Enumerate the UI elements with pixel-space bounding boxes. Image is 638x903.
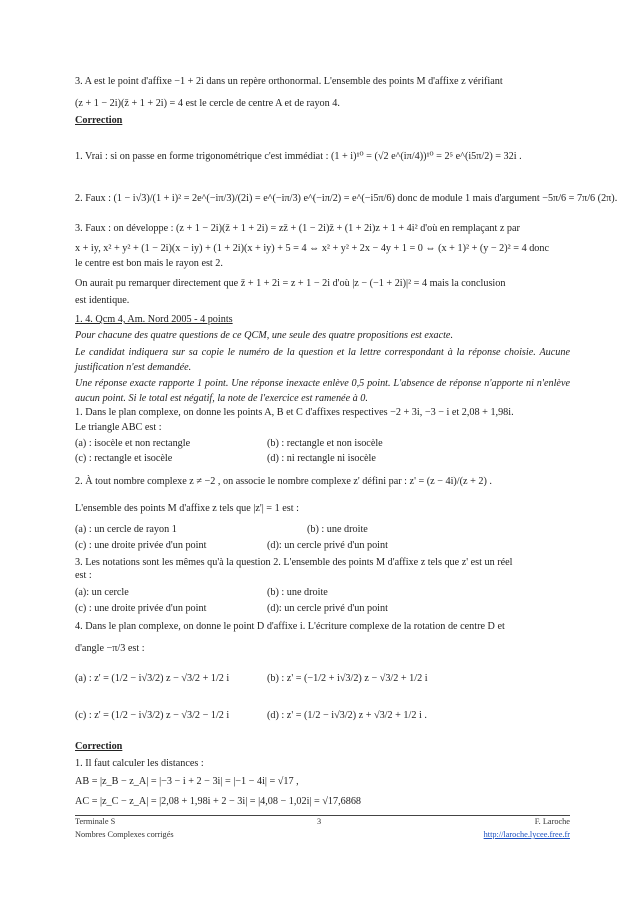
footer-website-link[interactable]: http://laroche.lycee.free.fr — [483, 830, 570, 839]
footer-divider — [75, 815, 570, 816]
section-intro-2: Le candidat indiquera sur sa copie le numéro de la question et la lettre correspondant à la réponse choisie. Aucune justification n'est demandée. — [75, 347, 570, 373]
question-1-stem-1: 1. Dans le plan complexe, on donne les points A, B et C d'affixes respectives −2 + 3i, −3 − i et 2,08 + 1,98i. — [75, 407, 514, 418]
question-4-option-b: (b) : z' = (−1/2 + i√3/2) z − √3/2 + 1/2 i — [267, 673, 428, 684]
correction-answer-3-line-3: le centre est bon mais le rayon est 2. — [75, 258, 223, 269]
correction-2-line-2: AB = |z_B − z_A| = |−3 − i + 2 − 3i| = |−1 − 4i| = √17 , — [75, 776, 299, 787]
footer-author: F. Laroche — [534, 817, 570, 826]
question-2-stem-2: L'ensemble des points M d'affixe z tels que |z'| = 1 est : — [75, 503, 299, 514]
question-3-option-d: (d): un cercle privé d'un point — [267, 603, 388, 614]
question-4-option-c: (c) : z' = (1/2 − i√3/2) z − √3/2 − 1/2 i — [75, 710, 230, 721]
question-1-option-c: (c) : rectangle et isocèle — [75, 453, 173, 464]
footer-chapter-label: Nombres Complexes corrigés — [75, 830, 174, 839]
question-3-stem-2: est : — [75, 570, 92, 581]
question-1-option-a: (a) : isocèle et non rectangle — [75, 438, 191, 449]
exercise-3-line-1: 3. A est le point d'affixe −1 + 2i dans un repère orthonormal. L'ensemble des points M d'affixe z vérifiant — [75, 76, 503, 87]
question-4-stem-2: d'angle −π/3 est : — [75, 643, 145, 654]
correction-2-line-3: AC = |z_C − z_A| = |2,08 + 1,98i + 2 − 3i| = |4,08 − 1,02i| = √17,6868 — [75, 796, 362, 807]
question-3-option-a: (a): un cercle — [75, 587, 129, 598]
section-heading: 1. 4. Qcm 4, Am. Nord 2005 - 4 points — [75, 314, 233, 325]
correction-2-heading: Correction — [75, 741, 123, 752]
section-intro-1: Pour chacune des quatre questions de ce QCM, une seule des quatre propositions est exacte. — [75, 330, 453, 341]
question-1-option-b: (b) : rectangle et non isocèle — [267, 438, 383, 449]
correction-2-line-1: 1. Il faut calculer les distances : — [75, 758, 204, 769]
question-4-stem-1: 4. Dans le plan complexe, on donne le point D d'affixe i. L'écriture complexe de la rotation de centre D et — [75, 621, 505, 632]
correction-answer-3-line-5: est identique. — [75, 295, 130, 306]
question-2-option-a: (a) : un cercle de rayon 1 — [75, 524, 177, 535]
correction-answer-1: 1. Vrai : si on passe en forme trigonométrique c'est immédiat : (1 + i)¹⁰ = (√2 e^(iπ/4))¹⁰ = 2⁵ e^(i5π/2) = 32i . — [75, 151, 522, 162]
question-1-stem-2: Le triangle ABC est : — [75, 422, 162, 433]
question-3-option-c: (c) : une droite privée d'un point — [75, 603, 207, 614]
page-number: 3 — [317, 817, 322, 826]
question-3-option-b: (b) : une droite — [267, 587, 328, 598]
correction-answer-3-line-4: On aurait pu remarquer directement que z̄ + 1 + 2i = z + 1 − 2i d'où |z − (−1 + 2i)|² = 4 mais la conclusion — [75, 278, 506, 289]
correction-answer-3-line-1: 3. Faux : on développe : (z + 1 − 2i)(z̄ + 1 + 2i) = zz̄ + (1 − 2i)z̄ + (1 + 2i)z + 1 + 4i² d'où en remplaçant z par — [75, 223, 520, 234]
question-3-stem-1: 3. Les notations sont les mêmes qu'à la question 2. L'ensemble des points M d'affixe z tels que z' est un réel — [75, 557, 513, 568]
question-4-option-a: (a) : z' = (1/2 − i√3/2) z − √3/2 + 1/2 i — [75, 673, 230, 684]
question-4-option-d: (d) : z' = (1/2 − i√3/2) z + √3/2 + 1/2 i . — [267, 710, 427, 721]
footer-class-label: Terminale S — [75, 817, 116, 826]
question-2-option-d: (d): un cercle privé d'un point — [267, 540, 388, 551]
correction-heading: Correction — [75, 115, 123, 126]
question-2-option-b: (b) : une droite — [307, 524, 368, 535]
question-1-option-d: (d) : ni rectangle ni isocèle — [267, 453, 376, 464]
question-2-option-c: (c) : une droite privée d'un point — [75, 540, 207, 551]
question-2-stem-1: 2. À tout nombre complexe z ≠ −2 , on associe le nombre complexe z' défini par : z' = (z − 4i)/(z + 2) . — [75, 476, 492, 487]
correction-answer-2: 2. Faux : (1 − i√3)/(1 + i)² = 2e^(−iπ/3)/(2i) = e^(−iπ/3) e^(−iπ/2) = e^(−i5π/6) donc de module 1 mais d'argument −5π/6 = 7π/6 (2π). — [75, 193, 618, 204]
correction-answer-3-line-2: x + iy, x² + y² + (1 − 2i)(x − iy) + (1 + 2i)(x + iy) + 5 = 4 ⇔ x² + y² + 2x − 4y + 1 = 0 ⇔ (x + 1)² + (y − 2)² = 4 donc — [75, 243, 550, 254]
exercise-3-line-2: (z + 1 − 2i)(z̄ + 1 + 2i) = 4 est le cercle de centre A et de rayon 4. — [75, 98, 340, 109]
section-intro-3: Une réponse exacte rapporte 1 point. Une réponse inexacte enlève 0,5 point. L'absence de réponse n'apporte ni n'enlève aucun point. Si le total est négatif, la note de l'exercice est ramenée à 0. — [75, 378, 570, 404]
